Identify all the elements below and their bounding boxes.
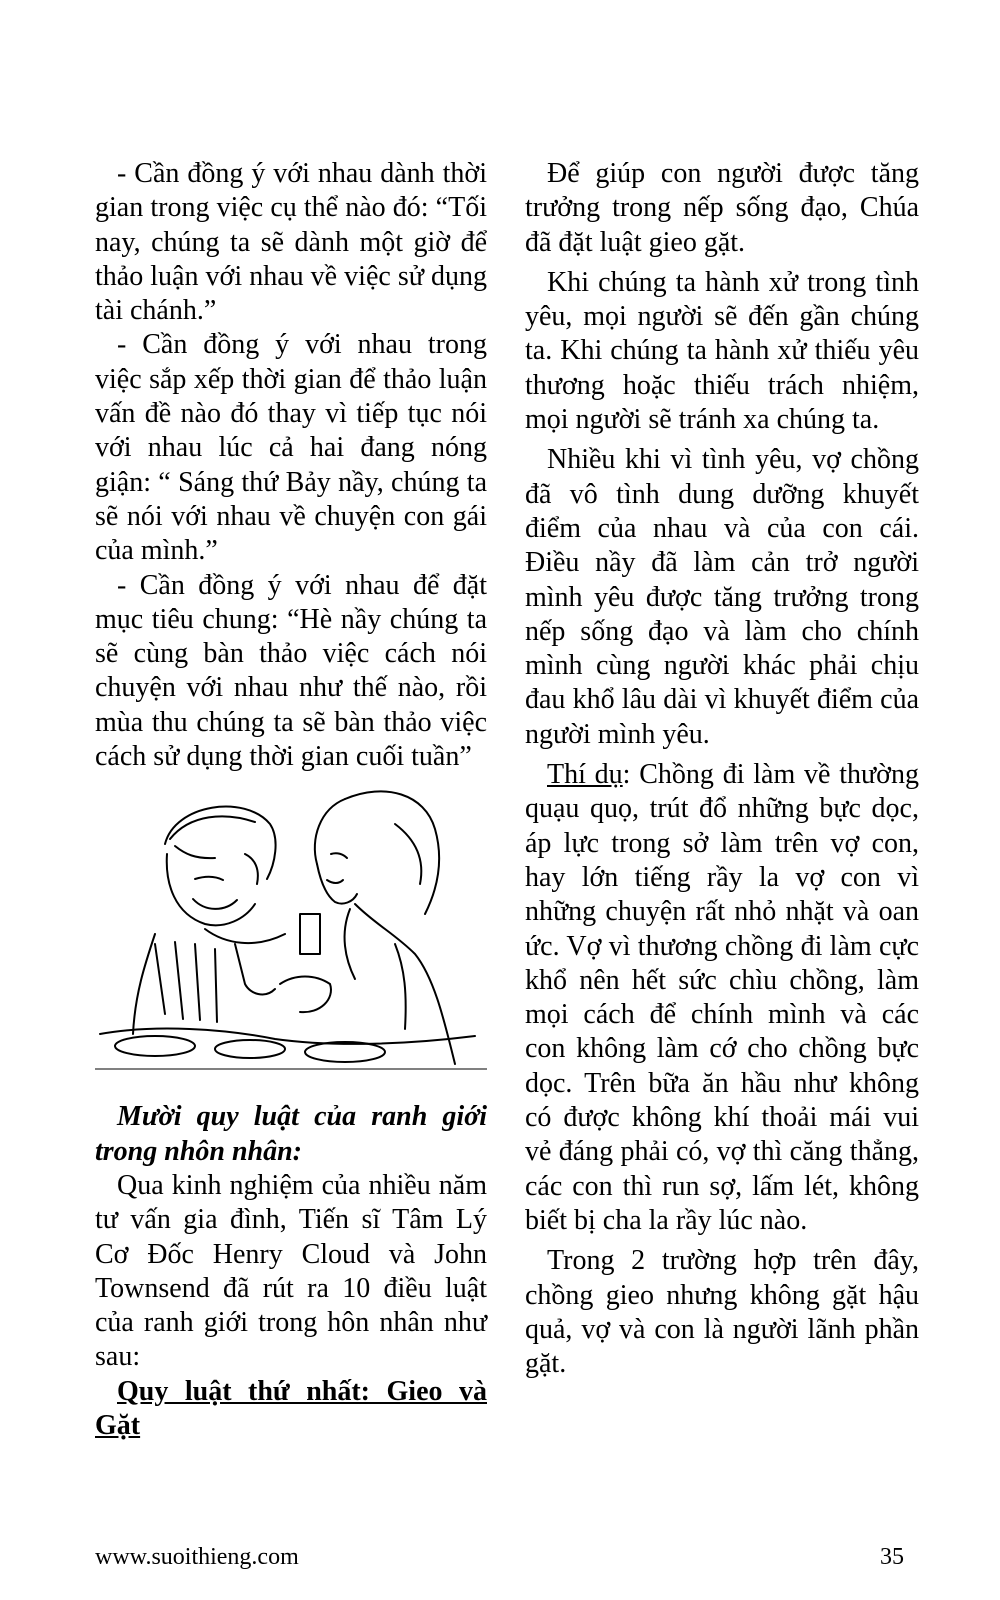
left-paragraph-2: - Cần đồng ý với nhau trong việc sắp xếp thời gian để thảo luận vấn đề nào đó thay vì tiếp tục nói với nhau lúc cả hai đang nóng giận: “ Sáng thứ Bảy nầy, chúng ta sẽ nói với nhau về chuyện con gái của mình.”	[95, 329, 487, 567]
left-paragraph-4: Qua kinh nghiệm của nhiều năm tư vấn gia đình, Tiến sĩ Tâm Lý Cơ Đốc Henry Cloud và John Townsend đã rút ra 10 điều luật của ranh giới trong hôn nhân như sau:	[95, 1169, 487, 1373]
left-paragraph-1: - Cần đồng ý với nhau dành thời gian trong việc cụ thể nào đó: “Tối nay, chúng ta sẽ dành một giờ để thảo luận với nhau về việc sử dụng tài chánh.”	[95, 158, 487, 327]
page-number: 35	[880, 1544, 904, 1570]
right-paragraph-1: Để giúp con người được tăng trưởng trong nếp sống đạo, Chúa đã đặt luật gieo gặt.	[525, 158, 919, 258]
left-column	[95, 157, 487, 1443]
right-paragraph-4	[525, 758, 919, 1238]
couple-dining-illustration	[95, 784, 487, 1072]
right-paragraph-2: Khi chúng ta hành xử trong tình yêu, mọi người sẽ đến gần chúng ta. Khi chúng ta hành xử thiếu yêu thương hoặc thiếu trách nhiệm, mọi người sẽ tránh xa chúng ta.	[525, 266, 919, 436]
right-paragraph-5: Trong 2 trường hợp trên đây, chồng gieo nhưng không gặt hậu quả, vợ và con là người lãnh phần gặt.	[525, 1245, 919, 1380]
section-heading: Mười quy luật của ranh giới trong nhôn nhân:	[95, 1101, 487, 1167]
example-text: : Chồng đi làm về thường quạu quọ, trút đổ những bực dọc, áp lực trong sở làm trên vợ con, hay lớn tiếng rầy la vợ con vì những chuyện rất nhỏ nhặt và oan ức. Vợ vì thương chồng đi làm cực khổ nên hết sức chìu chồng, làm mọi cách để chính mình và các con không làm cớ cho chồng bực dọc. Trên bữa ăn hầu như không có được không khí thoải mái vui vẻ đáng phải có, vợ thì căng thẳng, các con thì run sợ, lấm lét, không biết bị cha la rầy lúc nào.	[525, 759, 919, 1236]
right-paragraph-3: Nhiều khi vì tình yêu, vợ chồng đã vô tình dung dưỡng khuyết điểm của nhau và của con cái. Điều nầy đã làm cản trở người mình yêu được tăng trưởng trong nếp sống đạo và làm cho chính mình cùng người khác phải chịu đau khổ lâu dài vì khuyết điểm của người mình yêu.	[525, 444, 919, 750]
right-column	[525, 157, 919, 1387]
footer-website: www.suoithieng.com	[95, 1544, 299, 1570]
law-heading: Quy luật thứ nhất: Gieo và Gặt	[95, 1375, 487, 1442]
example-label: Thí dụ	[547, 759, 623, 791]
left-paragraph-3: - Cần đồng ý với nhau để đặt mục tiêu chung: “Hè nầy chúng ta sẽ cùng bàn thảo việc cách nói chuyện với nhau như thế nào, rồi mùa thu chúng ta sẽ bàn thảo việc cách sử dụng thời gian cuối tuần”	[95, 569, 487, 773]
